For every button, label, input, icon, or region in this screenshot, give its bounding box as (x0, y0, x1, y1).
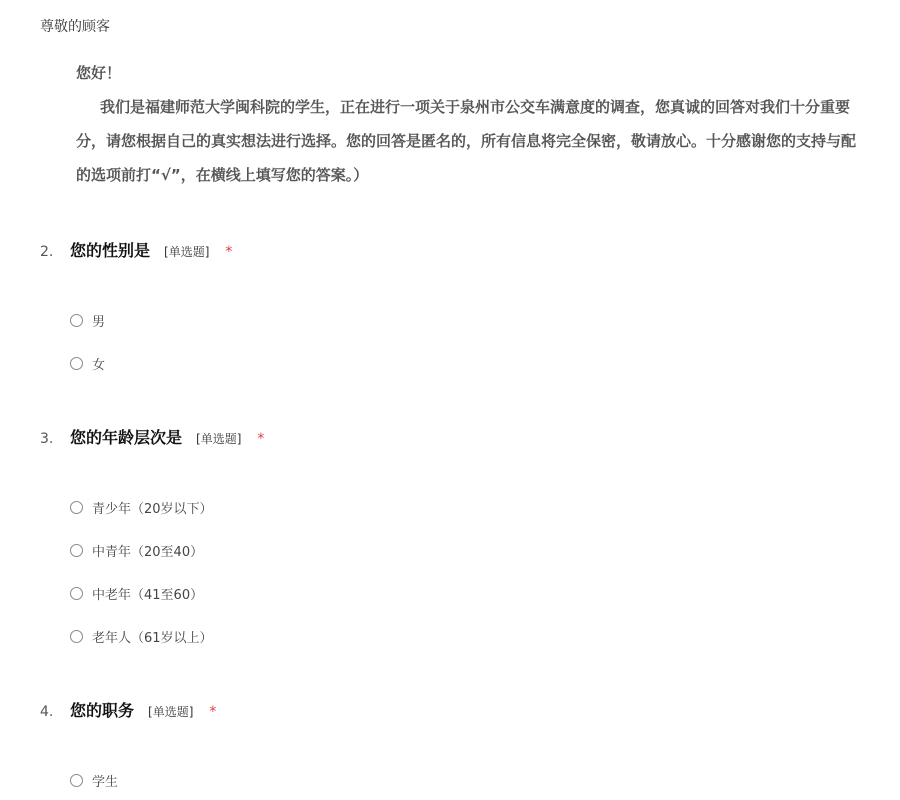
intro-block (76, 56, 900, 192)
question-title: 您的性别是 (70, 241, 151, 260)
options-list (70, 759, 890, 800)
option-label: 女 (92, 358, 106, 373)
question-number: 4. (40, 704, 54, 720)
question-header (40, 698, 890, 721)
radio-button[interactable] (70, 501, 83, 514)
question-header (40, 425, 890, 448)
required-mark: * (209, 704, 217, 720)
option-label: 男 (92, 315, 106, 330)
radio-button[interactable] (70, 630, 83, 643)
option-female[interactable] (70, 342, 890, 385)
option-label: 学生 (92, 775, 119, 790)
option-label: 老年人（61岁以上） (92, 631, 213, 646)
option-label: 青少年（20岁以下） (92, 502, 213, 517)
radio-button[interactable] (70, 544, 83, 557)
question-type-tag: [单选题] (196, 432, 242, 446)
option-elderly[interactable] (70, 615, 890, 658)
intro-hello: 您好！ (76, 64, 122, 82)
intro-line-2: 分，请您根据自己的真实想法进行选择。您的回答是匿名的，所有信息将完全保密，敬请放心。十分感谢您的支持与配 (76, 132, 857, 150)
intro-line-1: 我们是福建师范大学闽科院的学生，正在进行一项关于泉州市公交车满意度的调查，您真诚的回答对我们十分重要 (100, 98, 851, 116)
question-gender (40, 238, 890, 385)
radio-button[interactable] (70, 774, 83, 787)
radio-button[interactable] (70, 314, 83, 327)
intro-line-3: 的选项前打“√”，在横线上填写您的答案。） (76, 166, 369, 184)
question-header (40, 238, 890, 261)
required-mark: * (225, 244, 233, 260)
question-title: 您的职务 (70, 701, 135, 720)
question-number: 3. (40, 431, 54, 447)
question-age (40, 425, 890, 658)
question-title: 您的年龄层次是 (70, 428, 183, 447)
greeting-text: 尊敬的顾客 (40, 19, 110, 35)
options-list (70, 486, 890, 658)
option-youth[interactable] (70, 486, 890, 529)
question-type-tag: [单选题] (148, 705, 194, 719)
question-number: 2. (40, 244, 54, 260)
required-mark: * (257, 431, 265, 447)
option-middle-aged[interactable] (70, 572, 890, 615)
option-label: 中青年（20至40） (92, 545, 204, 560)
option-male[interactable] (70, 299, 890, 342)
option-student[interactable] (70, 759, 890, 800)
radio-button[interactable] (70, 587, 83, 600)
options-list (70, 299, 890, 385)
option-label: 中老年（41至60） (92, 588, 204, 603)
question-occupation (40, 698, 890, 800)
option-young-adult[interactable] (70, 529, 890, 572)
question-type-tag: [单选题] (164, 245, 210, 259)
radio-button[interactable] (70, 357, 83, 370)
